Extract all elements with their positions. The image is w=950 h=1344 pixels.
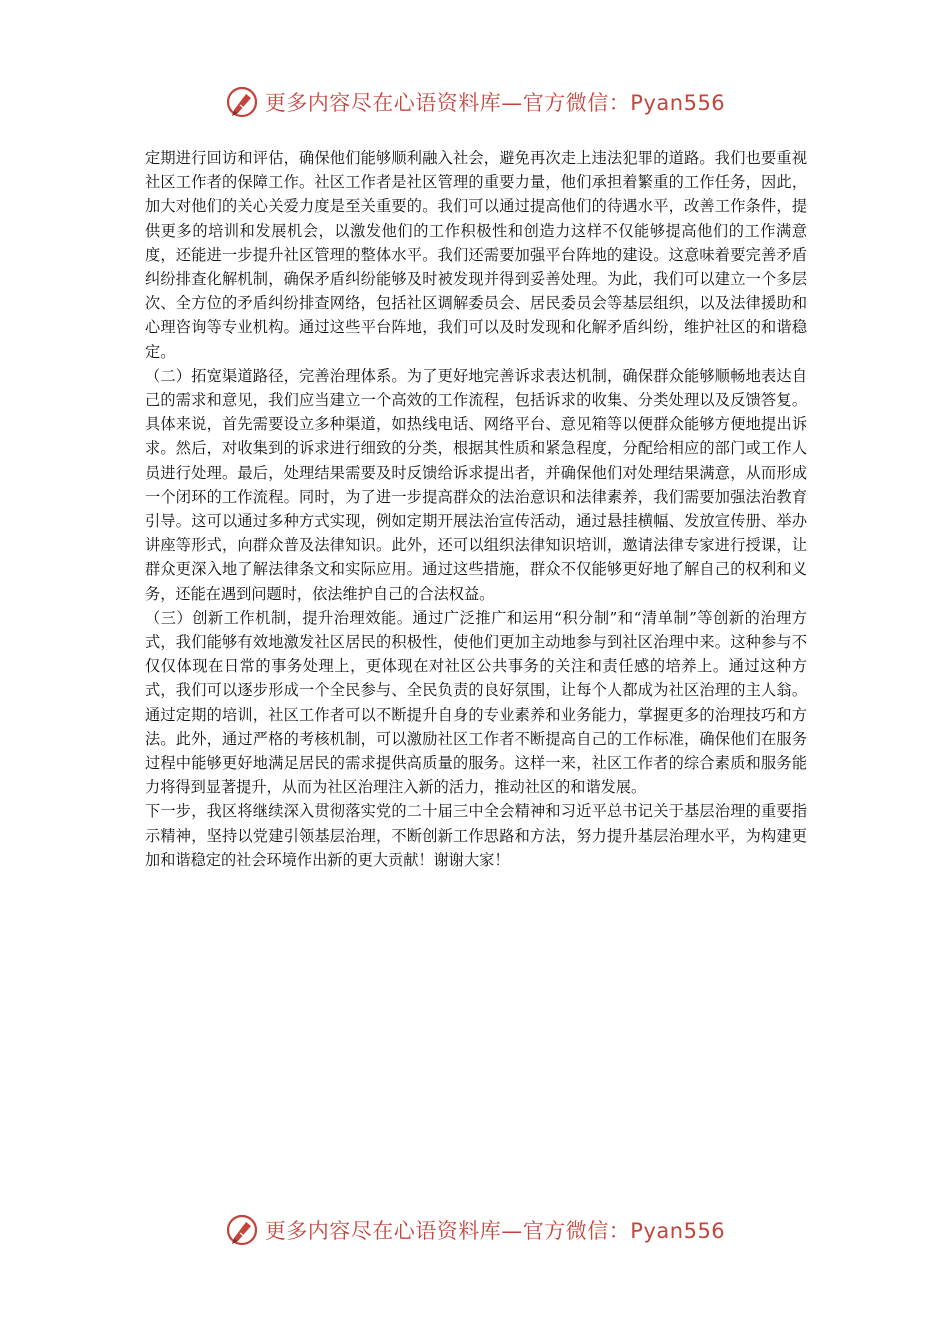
- body-paragraph: （三）创新工作机制，提升治理效能。通过广泛推广和运用“积分制”和“清单制”等创新的治理方式，我们能够有效地激发社区居民的积极性，使他们更加主动地参与到社区治理中来。这种参与不仅仅体现在日常的事务处理上，更体现在对社区公共事务的关注和责任感的培养上。通过这种方式，我们可以逐步形成一个全民参与、全民负责的良好氛围，让每个人都成为社区治理的主人翁。通过定期的培训，社区工作者可以不断提升自身的专业素养和业务能力，掌握更多的治理技巧和方法。此外，通过严格的考核机制，可以激励社区工作者不断提高自己的工作标准，确保他们在服务过程中能够更好地满足居民的需求提供高质量的服务。这样一来，社区工作者的综合素质和服务能力将得到显著提升，从而为社区治理注入新的活力，推动社区的和谐发展。: [145, 608, 807, 797]
- body-paragraph: 定期进行回访和评估，确保他们能够顺利融入社会，避免再次走上违法犯罪的道路。我们也要重视社区工作者的保障工作。社区工作者是社区管理的重要力量，他们承担着繁重的工作任务，因此，加大对他们的关心关爱力度是至关重要的。我们可以通过提高他们的待遇水平，改善工作条件，提供更多的培训和发展机会，以激发他们的工作积极性和创造力这样不仅能够提高他们的工作满意度，还能进一步提升社区管理的整体水平。我们还需要加强平台阵地的建设。这意味着要完善矛盾纠纷排查化解机制，确保矛盾纠纷能够及时被发现并得到妥善处理。为此，我们可以建立一个多层次、全方位的矛盾纠纷排查网络，包括社区调解委员会、居民委员会等基层组织，以及法律援助和心理咨询等专业机构。通过这些平台阵地，我们可以及时发现和化解矛盾纠纷，维护社区的和谐稳定。: [145, 149, 807, 361]
- pen-nib-logo-icon: [225, 85, 259, 119]
- pen-nib-logo-icon: [225, 1213, 259, 1247]
- header-banner: [0, 82, 950, 122]
- footer-banner: [0, 1210, 950, 1250]
- document-body: [145, 146, 807, 872]
- body-paragraph: （二）拓宽渠道路径，完善治理体系。为了更好地完善诉求表达机制，确保群众能够顺畅地表达自己的需求和意见，我们应当建立一个高效的工作流程，包括诉求的收集、分类处理以及反馈答复。具体来说，首先需要设立多种渠道，如热线电话、网络平台、意见箱等以便群众能够方便地提出诉求。然后，对收集到的诉求进行细致的分类，根据其性质和紧急程度，分配给相应的部门或工作人员进行处理。最后，处理结果需要及时反馈给诉求提出者，并确保他们对处理结果满意，从而形成一个闭环的工作流程。同时，为了进一步提高群众的法治意识和法律素养，我们需要加强法治教育引导。这可以通过多种方式实现，例如定期开展法治宣传活动，通过悬挂横幅、发放宣传册、举办讲座等形式，向群众普及法律知识。此外，还可以组织法律知识培训，邀请法律专家进行授课，让群众更深入地了解法律条文和实际应用。通过这些措施，群众不仅能够更好地了解自己的权利和义务，还能在遇到问题时，依法维护自己的合法权益。: [145, 366, 807, 603]
- header-banner-text: 更多内容尽在心语资料库—官方微信：Pyan556: [264, 91, 726, 115]
- footer-banner-text: 更多内容尽在心语资料库—官方微信：Pyan556: [264, 1219, 726, 1243]
- body-paragraph: 下一步，我区将继续深入贯彻落实党的二十届三中全会精神和习近平总书记关于基层治理的重要指示精神，坚持以党建引领基层治理，不断创新工作思路和方法，努力提升基层治理水平，为构建更加和谐稳定的社会环境作出新的更大贡献！谢谢大家！: [145, 802, 807, 869]
